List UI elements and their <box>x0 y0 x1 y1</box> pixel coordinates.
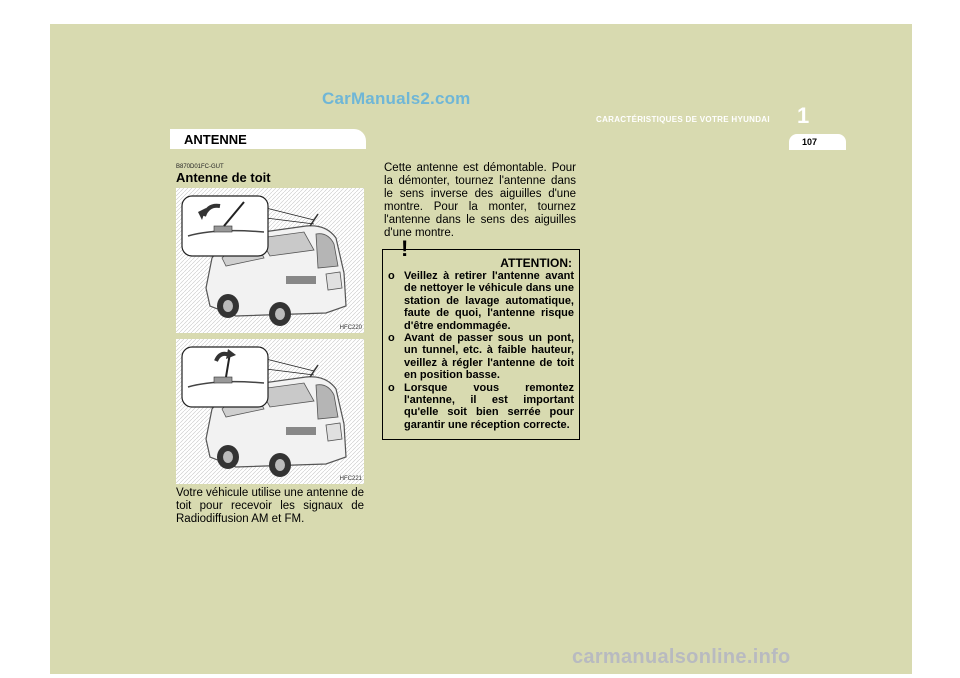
section-code: B870D01FC-GUT <box>176 164 224 170</box>
list-item <box>388 270 574 332</box>
figure-antenna-removal <box>176 188 364 333</box>
watermark-carmanuals2: CarManuals2.com <box>322 89 471 108</box>
chapter-title: CARACTÉRISTIQUES DE VOTRE HYUNDAI <box>596 115 770 124</box>
caution-item-text: Lorsque vous remontez l'antenne, il est important qu'elle soit bien serrée pour garantir une réception correcte. <box>404 381 574 431</box>
body-text-left: Votre véhicule utilise une antenne de toit pour recevoir les signaux de Radiodiffusion AM et FM. <box>176 487 364 525</box>
minivan-illustration <box>176 339 364 484</box>
section-title: ANTENNE <box>184 132 247 147</box>
body-text-right: Cette antenne est démontable. Pour la démonter, tournez l'antenne dans le sens inverse des aiguilles d'une montre. Pour la monter, tournez l'antenne dans le sens des aiguilles d'une montre. <box>384 162 576 239</box>
figure-antenna-installation <box>176 339 364 484</box>
figure-code: HFC221 <box>339 476 362 482</box>
bullet: o <box>388 381 395 394</box>
list-item <box>388 382 574 432</box>
svg-text:!: ! <box>401 236 409 259</box>
bullet: o <box>388 270 395 282</box>
caution-item-text: Veillez à retirer l'antenne avant de nettoyer le véhicule dans une station de lavage automatique, faute de quoi, l'antenne risque d'être endommagée. <box>404 270 574 332</box>
minivan-illustration <box>176 188 364 333</box>
caution-list <box>388 270 574 431</box>
caution-title: ATTENTION: <box>500 256 572 270</box>
caution-item-text: Avant de passer sous un pont, un tunnel, etc. à faible hauteur, veillez à régler l'antenne de toit en position basse. <box>404 332 574 382</box>
page-number: 107 <box>802 137 818 147</box>
page-number-tab <box>789 134 846 150</box>
section-subtitle: Antenne de toit <box>176 170 271 185</box>
chapter-number: 1 <box>797 103 810 128</box>
figure-code: HFC220 <box>339 325 362 331</box>
bullet: o <box>388 332 395 345</box>
watermark-carmanualsonline: carmanualsonline.info <box>572 646 791 668</box>
list-item <box>388 332 574 382</box>
